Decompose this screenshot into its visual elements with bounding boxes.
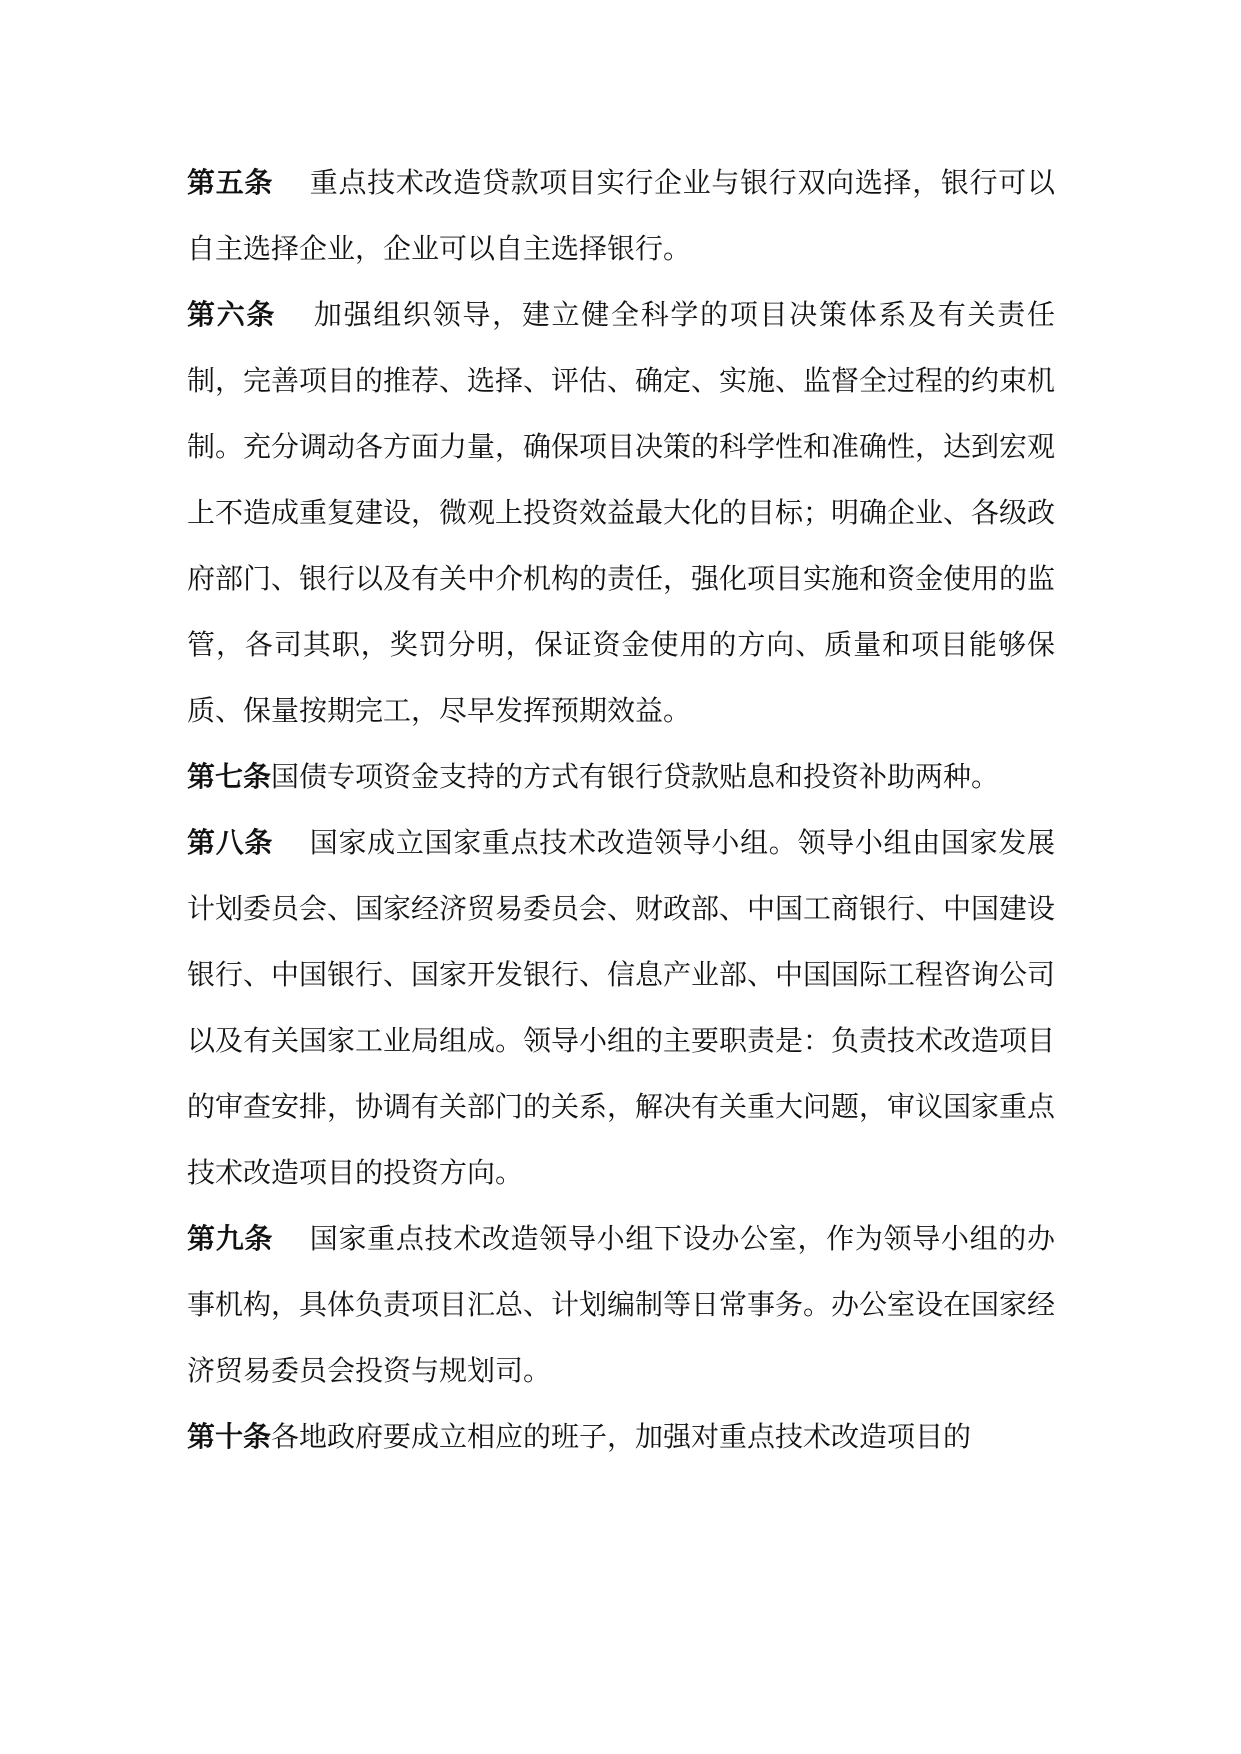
article-8	[187, 810, 1055, 1206]
article-text: 重点技术改造贷款项目实行企业与银行双向选择，银行可以自主选择企业，企业可以自主选择银行。	[187, 166, 1055, 265]
article-number: 第六条	[187, 298, 277, 331]
article-number: 第七条	[187, 760, 272, 793]
article-text: 国家成立国家重点技术改造领导小组。领导小组由国家发展计划委员会、国家经济贸易委员会、财政部、中国工商银行、中国建设银行、中国银行、国家开发银行、信息产业部、中国国际工程咨询公司以及有关国家工业局组成。领导小组的主要职责是：负责技术改造项目的审查安排，协调有关部门的关系，解决有关重大问题，审议国家重点技术改造项目的投资方向。	[187, 826, 1056, 1189]
article-number: 第五条	[187, 166, 274, 199]
article-6	[187, 282, 1055, 744]
article-number: 第九条	[187, 1222, 274, 1255]
article-text: 各地政府要成立相应的班子，加强对重点技术改造项目的	[271, 1420, 972, 1453]
article-text: 国家重点技术改造领导小组下设办公室，作为领导小组的办事机构，具体负责项目汇总、计划编制等日常事务。办公室设在国家经济贸易委员会投资与规划司。	[187, 1222, 1056, 1387]
article-text: 国债专项资金支持的方式有银行贷款贴息和投资补助两种。	[271, 760, 1000, 793]
article-5	[187, 150, 1055, 282]
article-text: 加强组织领导，建立健全科学的项目决策体系及有关责任制，完善项目的推荐、选择、评估、确定、实施、监督全过程的约束机制。充分调动各方面力量，确保项目决策的科学性和准确性，达到宏观上不造成重复建设，微观上投资效益最大化的目标；明确企业、各级政府部门、银行以及有关中介机构的责任，强化项目实施和资金使用的监管，各司其职，奖罚分明，保证资金使用的方向、质量和项目能够保质、保量按期完工，尽早发挥预期效益。	[187, 298, 1056, 727]
article-number: 第八条	[187, 826, 274, 859]
document-body	[187, 150, 1055, 1470]
article-7	[187, 744, 1055, 810]
article-10	[187, 1404, 1055, 1470]
article-number: 第十条	[187, 1420, 272, 1453]
article-9	[187, 1206, 1055, 1404]
